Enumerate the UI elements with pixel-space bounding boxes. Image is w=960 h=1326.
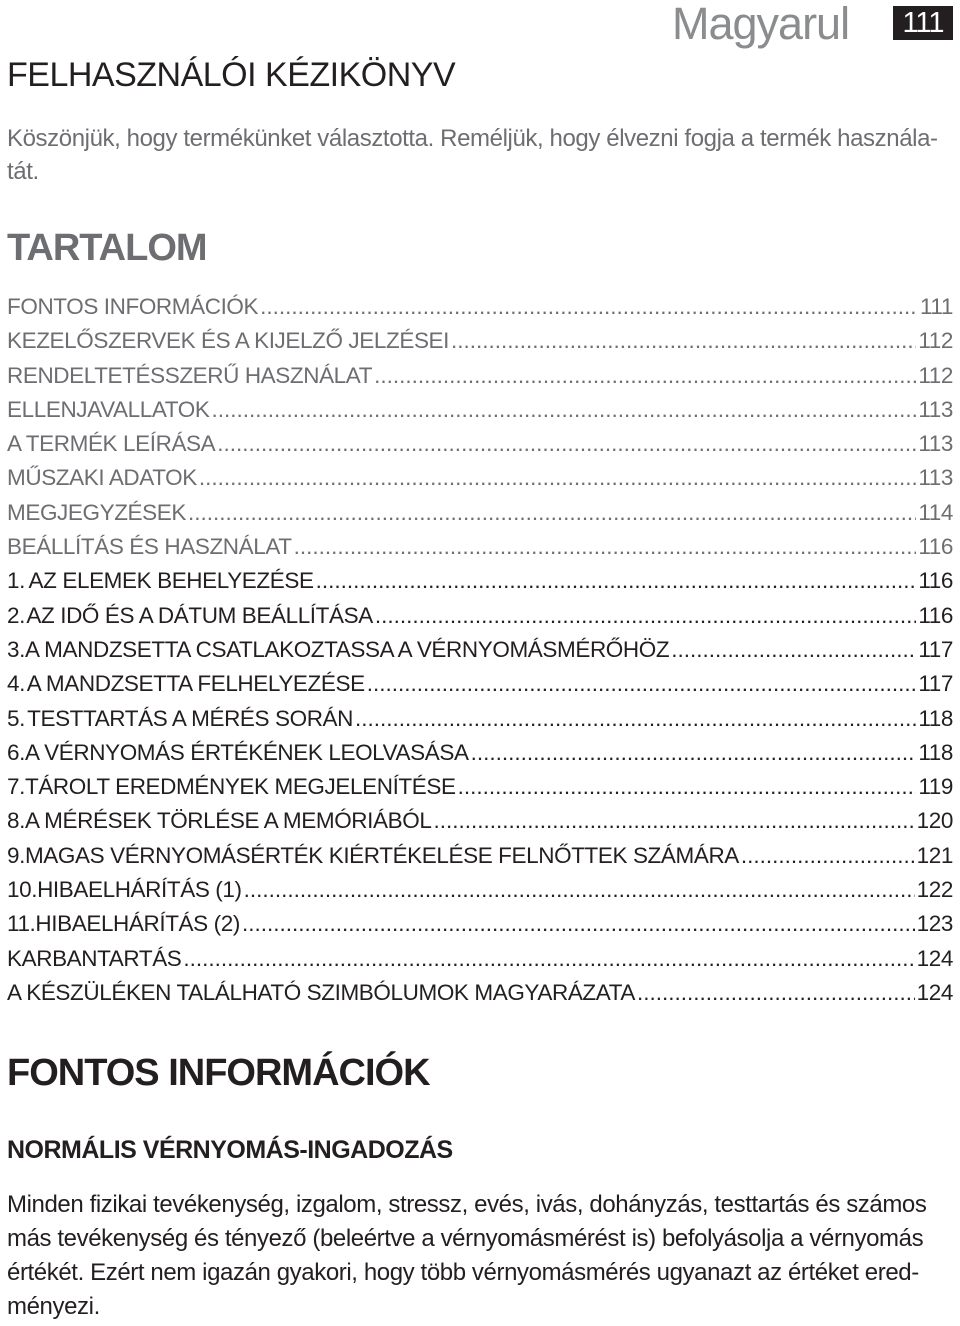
toc-dot-leader <box>374 363 916 389</box>
intro-paragraph <box>7 122 952 188</box>
toc-item-page: 117 <box>918 671 953 697</box>
toc-item-label: MŰSZAKI ADATOK <box>7 465 197 491</box>
toc-dot-leader <box>244 877 915 903</box>
toc-item-page: 117 <box>918 636 953 662</box>
toc-item-label: KARBANTARTÁS <box>7 945 182 971</box>
toc-dot-leader <box>183 946 914 972</box>
toc-dot-leader <box>741 843 915 869</box>
toc-item <box>7 706 953 740</box>
toc-item <box>7 465 953 499</box>
toc-item-label: A VÉRNYOMÁS ÉRTÉKÉNEK LEOLVASÁSA <box>24 739 469 765</box>
toc-item-number: 3. <box>7 636 25 662</box>
toc-item <box>7 534 953 568</box>
toc-item <box>7 843 953 877</box>
toc-item-label: HIBAELHÁRÍTÁS (1) <box>37 877 242 903</box>
toc-item-page: 122 <box>916 877 953 903</box>
toc-item-page: 114 <box>918 499 953 525</box>
toc-item-page: 113 <box>918 396 953 422</box>
toc-item-label: A MÉRÉSEK TÖRLÉSE A MEMÓRIÁBÓL <box>24 808 432 834</box>
body-line: Minden fizikai tevékenység, izgalom, stressz, evés, ivás, dohányzás, testtartás és számos <box>7 1191 927 1218</box>
toc-dot-leader <box>242 911 915 937</box>
toc-item-page: 118 <box>918 739 953 765</box>
toc-title: TARTALOM <box>7 227 207 269</box>
toc-dot-leader <box>458 774 917 800</box>
toc-item-label: BEÁLLÍTÁS ÉS HASZNÁLAT <box>7 534 292 560</box>
toc-item-label: FONTOS INFORMÁCIÓK <box>7 294 259 319</box>
toc-item <box>7 363 953 397</box>
toc-item-page: 112 <box>918 362 953 388</box>
toc-dot-leader <box>294 534 917 560</box>
header-page-number: 111 <box>893 6 953 40</box>
toc-dot-leader <box>211 397 916 423</box>
toc-dot-leader <box>316 568 917 594</box>
toc-dot-leader <box>367 671 917 697</box>
toc-item <box>7 328 953 362</box>
intro-line: tát. <box>7 158 39 185</box>
toc-item-number: 1. <box>7 568 25 594</box>
toc-item-page: 116 <box>918 568 953 594</box>
toc-item-page: 116 <box>918 602 953 628</box>
toc-item-label: AZ IDŐ ÉS A DÁTUM BEÁLLÍTÁSA <box>26 602 373 628</box>
toc-dot-leader <box>433 808 914 834</box>
toc-item <box>7 603 953 637</box>
toc-item <box>7 911 953 945</box>
toc-item-number: 5. <box>7 705 25 731</box>
toc-item-page: 124 <box>916 979 953 1005</box>
toc-dot-leader <box>471 740 917 766</box>
toc-item <box>7 637 953 671</box>
toc-item-number: 2. <box>7 602 25 628</box>
toc-dot-leader <box>260 294 918 320</box>
toc-item-label: KEZELŐSZERVEK ÉS A KIJELZŐ JELZÉSEI <box>7 328 450 354</box>
toc-item-number: 4. <box>7 671 25 697</box>
toc-item-number: 6. <box>7 739 25 765</box>
toc-dot-leader <box>217 431 916 457</box>
toc-dot-leader <box>637 980 915 1006</box>
toc-item-page: 116 <box>918 534 953 560</box>
intro-line: Köszönjük, hogy termékünket választotta. Reméljük, hogy élvezni fogja a termék használa- <box>7 125 938 152</box>
toc-item-label: MAGAS VÉRNYOMÁSÉRTÉK KIÉRTÉKELÉSE FELNŐTTEK SZÁMÁRA <box>24 842 739 868</box>
toc-item-number: 8. <box>7 808 25 834</box>
toc-item-number: 9. <box>7 842 25 868</box>
toc-item-page: 113 <box>918 465 953 491</box>
toc-item-page: 119 <box>918 774 953 800</box>
manual-title: FELHASZNÁLÓI KÉZIKÖNYV <box>7 56 456 94</box>
toc-item-number: 11. <box>7 911 36 937</box>
toc-item-page: 118 <box>918 705 953 731</box>
toc-item <box>7 294 953 328</box>
toc-item <box>7 980 953 1014</box>
toc-dot-leader <box>451 328 916 354</box>
toc-dot-leader <box>199 465 916 491</box>
toc-item <box>7 500 953 534</box>
toc-item-number: 7. <box>7 774 25 800</box>
toc-item <box>7 740 953 774</box>
toc-item-label: A MANDZSETTA FELHELYEZÉSE <box>26 671 365 697</box>
section-body <box>7 1188 952 1324</box>
section-title: FONTOS INFORMÁCIÓK <box>7 1052 430 1094</box>
toc-item <box>7 568 953 602</box>
toc-item-number: 10. <box>7 877 38 903</box>
toc-item <box>7 671 953 705</box>
toc-item-page: 111 <box>919 294 953 319</box>
toc-item <box>7 877 953 911</box>
body-line: ményezi. <box>7 1293 100 1320</box>
toc-item <box>7 431 953 465</box>
toc-item <box>7 397 953 431</box>
toc-item-page: 121 <box>916 842 953 868</box>
toc-item-page: 123 <box>916 911 953 937</box>
table-of-contents <box>7 294 953 1014</box>
toc-item <box>7 808 953 842</box>
header-language: Magyarul <box>672 0 850 49</box>
toc-item-page: 120 <box>916 808 953 834</box>
toc-dot-leader <box>188 500 916 526</box>
toc-item <box>7 774 953 808</box>
toc-item-page: 124 <box>916 945 953 971</box>
toc-item-label: MEGJEGYZÉSEK <box>7 499 186 525</box>
toc-item-label: ELLENJAVALLATOK <box>7 396 210 422</box>
section-subtitle: NORMÁLIS VÉRNYOMÁS-INGADOZÁS <box>7 1136 453 1164</box>
toc-item-page: 113 <box>918 431 953 457</box>
body-line: értékét. Ezért nem igazán gyakori, hogy több vérnyomásmérés ugyanazt az értéket ered- <box>7 1259 919 1286</box>
toc-item <box>7 946 953 980</box>
toc-item-label: TESTTARTÁS A MÉRÉS SORÁN <box>27 705 354 731</box>
toc-item-label: TÁROLT EREDMÉNYEK MEGJELENÍTÉSE <box>24 774 456 800</box>
toc-item-page: 112 <box>918 328 953 354</box>
toc-item-label: RENDELTETÉSSZERŰ HASZNÁLAT <box>7 362 373 388</box>
toc-item-label: A MANDZSETTA CSATLAKOZTASSA A VÉRNYOMÁSMÉRŐHÖZ <box>24 636 670 662</box>
toc-dot-leader <box>375 603 917 629</box>
toc-item-label: A TERMÉK LEÍRÁSA <box>7 431 216 457</box>
toc-item-label: HIBAELHÁRÍTÁS (2) <box>35 911 240 937</box>
body-line: más tevékenység és tényező (beleértve a vérnyomásmérést is) befolyásolja a vérnyomás <box>7 1225 924 1252</box>
toc-dot-leader <box>355 706 916 732</box>
toc-item-label: AZ ELEMEK BEHELYEZÉSE <box>28 568 314 594</box>
toc-dot-leader <box>671 637 916 663</box>
toc-item-label: A KÉSZÜLÉKEN TALÁLHATÓ SZIMBÓLUMOK MAGYARÁZATA <box>7 979 635 1005</box>
